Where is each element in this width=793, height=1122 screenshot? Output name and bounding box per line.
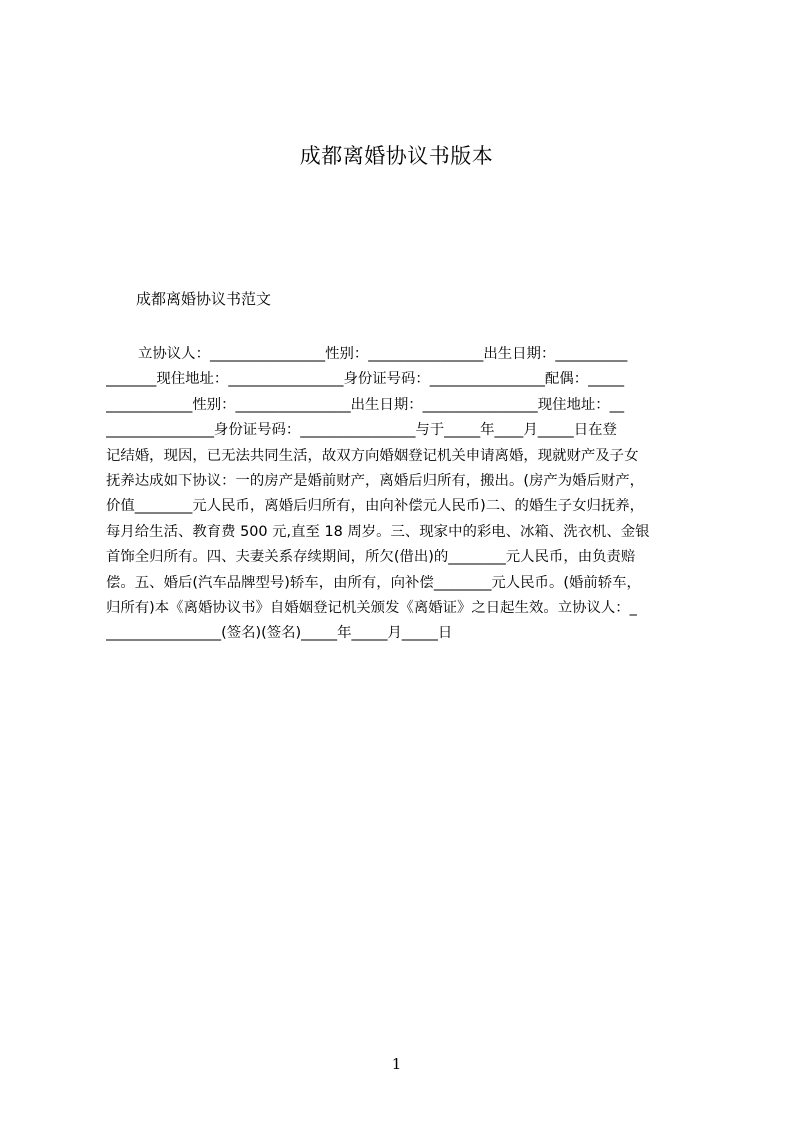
agreement-body	[106, 342, 696, 662]
body-line: ____________性别：________________出生日期：________________现住地址：__	[106, 396, 625, 413]
body-line: 价值________元人民币，离婚后归所有，由向补偿元人民币)二、的婚生子女归抚养，	[106, 498, 645, 515]
body-line: _______现住地址：________________身份证号码：________________配偶：_____	[106, 371, 625, 388]
body-line: 每月给生活、教育费 500 元,直至 18 周岁。三、现家中的彩电、冰箱、洗衣机、金银	[106, 523, 650, 540]
body-line: 记结婚，现因，已无法共同生活，故双方向婚姻登记机关申请离婚，现就财产及子女	[106, 447, 639, 464]
body-line: 归所有)本《离婚协议书》自婚姻登记机关颁发《离婚证》之日起生效。立协议人：_	[106, 599, 637, 616]
body-line: ________________(签名)(签名)_____年_____月_____日	[106, 625, 453, 642]
document-subtitle: 成都离婚协议书范文	[136, 290, 272, 308]
body-line: 首饰全归所有。四、夫妻关系存续期间，所欠(借出)的________元人民币，由负责赔	[106, 549, 636, 566]
body-line: 立协议人：________________性别：________________出生日期：__________	[138, 346, 628, 362]
body-line: 抚养达成如下协议：一的房产是婚前财产，离婚后归所有，搬出。(房产为婚后财产，	[106, 472, 645, 489]
body-line: _______________身份证号码：________________与于_____年____月_____日在登	[106, 422, 617, 439]
body-line: 偿。五、婚后(汽车品牌型号)轿车，由所有，向补偿________元人民币。(婚前轿车，	[106, 574, 641, 591]
page-number: 1	[391, 1055, 402, 1073]
document-title: 成都离婚协议书版本	[299, 144, 494, 168]
